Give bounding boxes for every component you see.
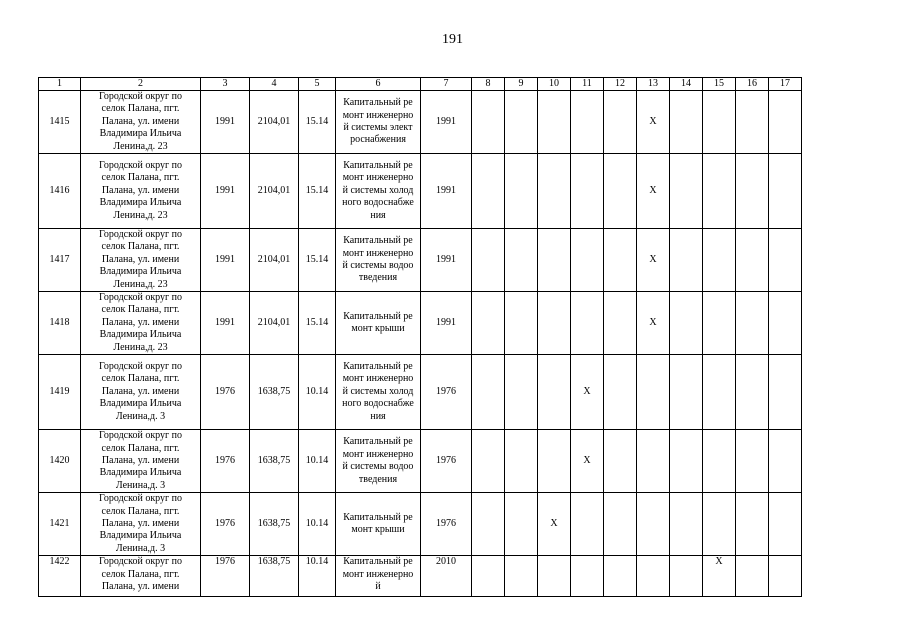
empty-cell — [670, 154, 703, 229]
empty-cell — [538, 91, 571, 154]
table-row — [39, 154, 802, 229]
header-cell: 9 — [505, 78, 538, 91]
mark-cell: X — [703, 556, 736, 597]
address-cell — [81, 91, 201, 154]
header-cell: 17 — [769, 78, 802, 91]
empty-cell — [505, 229, 538, 292]
empty-cell — [472, 91, 505, 154]
empty-cell — [604, 556, 637, 597]
code-cell: 15.14 — [299, 229, 336, 292]
work-type-cell-text: Капитальный ремонт крыши — [343, 310, 413, 335]
empty-cell — [670, 430, 703, 493]
empty-cell — [571, 556, 604, 597]
year-cell: 1976 — [421, 355, 472, 430]
address-cell — [81, 556, 201, 597]
code-cell: 10.14 — [299, 355, 336, 430]
empty-cell — [769, 493, 802, 556]
work-type-cell-text: Капитальный ремонт инженерной системы холодного водоснабжения — [342, 160, 414, 221]
header-cell: 16 — [736, 78, 769, 91]
work-type-cell — [336, 430, 421, 493]
empty-cell — [703, 292, 736, 355]
address-cell-text: Городской округ поселок Палана, пгт. Палана, ул. имени Владимира Ильича Ленина,д. 23 — [98, 160, 183, 221]
year-cell: 1991 — [421, 154, 472, 229]
header-cell: 7 — [421, 78, 472, 91]
table-row — [39, 493, 802, 556]
work-type-cell-text: Капитальный ремонт инженерной — [342, 556, 414, 592]
row-number-cell: 1420 — [39, 430, 81, 493]
empty-cell — [604, 154, 637, 229]
header-cell: 8 — [472, 78, 505, 91]
empty-cell — [571, 154, 604, 229]
header-cell: 11 — [571, 78, 604, 91]
work-type-cell — [336, 154, 421, 229]
page-number: 191 — [442, 32, 463, 47]
empty-cell — [769, 91, 802, 154]
area-cell: 2104,01 — [250, 229, 299, 292]
empty-cell — [604, 355, 637, 430]
empty-cell — [538, 229, 571, 292]
empty-cell — [670, 91, 703, 154]
empty-cell — [538, 292, 571, 355]
header-cell: 14 — [670, 78, 703, 91]
row-number-cell: 1415 — [39, 91, 81, 154]
empty-cell — [472, 154, 505, 229]
address-cell-text: Городской округ поселок Палана, пгт. Палана, ул. имени Владимира Ильича Ленина,д. 23 — [98, 292, 183, 353]
address-cell — [81, 493, 201, 556]
empty-cell — [505, 355, 538, 430]
empty-cell — [703, 91, 736, 154]
empty-cell — [670, 229, 703, 292]
code-cell: 10.14 — [299, 556, 336, 597]
address-cell-text: Городской округ поселок Палана, пгт. Палана, ул. имени Владимира Ильича Ленина,д. 3 — [98, 361, 183, 422]
address-cell-text: Городской округ поселок Палана, пгт. Палана, ул. имени Владимира Ильича Ленина,д. 23 — [98, 91, 183, 152]
empty-cell — [637, 556, 670, 597]
row-number-cell: 1416 — [39, 154, 81, 229]
empty-cell — [505, 91, 538, 154]
work-type-cell-text: Капитальный ремонт инженерной системы холодного водоснабжения — [342, 361, 414, 422]
empty-cell — [736, 292, 769, 355]
year-cell: 1976 — [421, 493, 472, 556]
empty-cell — [769, 229, 802, 292]
empty-cell — [604, 91, 637, 154]
empty-cell — [769, 430, 802, 493]
header-cell: 10 — [538, 78, 571, 91]
mark-cell: X — [637, 292, 670, 355]
empty-cell — [703, 355, 736, 430]
empty-cell — [571, 229, 604, 292]
empty-cell — [472, 493, 505, 556]
empty-cell — [604, 493, 637, 556]
address-cell — [81, 292, 201, 355]
year-built-cell: 1976 — [201, 355, 250, 430]
empty-cell — [670, 493, 703, 556]
header-row — [39, 78, 802, 91]
mark-cell: X — [571, 355, 604, 430]
empty-cell — [769, 154, 802, 229]
code-cell: 15.14 — [299, 91, 336, 154]
area-cell: 2104,01 — [250, 292, 299, 355]
header-cell: 1 — [39, 78, 81, 91]
year-cell: 1991 — [421, 292, 472, 355]
year-built-cell: 1991 — [201, 154, 250, 229]
header-cell: 3 — [201, 78, 250, 91]
mark-cell: X — [571, 430, 604, 493]
row-number-cell: 1419 — [39, 355, 81, 430]
area-cell: 1638,75 — [250, 556, 299, 597]
empty-cell — [637, 430, 670, 493]
empty-cell — [736, 556, 769, 597]
code-cell: 15.14 — [299, 292, 336, 355]
table-row — [39, 292, 802, 355]
table-row — [39, 91, 802, 154]
row-number-cell: 1421 — [39, 493, 81, 556]
empty-cell — [472, 229, 505, 292]
address-cell-text: Городской округ поселок Палана, пгт. Палана, ул. имени — [98, 556, 183, 592]
table-row — [39, 229, 802, 292]
repair-schedule-table — [38, 77, 802, 597]
empty-cell — [769, 556, 802, 597]
work-type-cell-text: Капитальный ремонт инженерной системы водоотведения — [342, 235, 414, 284]
area-cell: 1638,75 — [250, 430, 299, 493]
empty-cell — [703, 229, 736, 292]
table-row — [39, 355, 802, 430]
address-cell — [81, 430, 201, 493]
work-type-cell — [336, 493, 421, 556]
empty-cell — [505, 292, 538, 355]
year-cell: 1991 — [421, 229, 472, 292]
empty-cell — [670, 556, 703, 597]
empty-cell — [505, 493, 538, 556]
empty-cell — [472, 292, 505, 355]
mark-cell: X — [637, 91, 670, 154]
area-cell: 1638,75 — [250, 493, 299, 556]
header-cell: 5 — [299, 78, 336, 91]
year-cell: 2010 — [421, 556, 472, 597]
year-built-cell: 1976 — [201, 556, 250, 597]
empty-cell — [538, 355, 571, 430]
address-cell-text: Городской округ поселок Палана, пгт. Палана, ул. имени Владимира Ильича Ленина,д. 3 — [98, 430, 183, 491]
mark-cell: X — [637, 229, 670, 292]
year-built-cell: 1976 — [201, 430, 250, 493]
empty-cell — [703, 154, 736, 229]
year-built-cell: 1976 — [201, 493, 250, 556]
area-cell: 2104,01 — [250, 154, 299, 229]
header-cell: 15 — [703, 78, 736, 91]
year-built-cell: 1991 — [201, 91, 250, 154]
year-cell: 1976 — [421, 430, 472, 493]
empty-cell — [736, 229, 769, 292]
empty-cell — [505, 430, 538, 493]
empty-cell — [637, 355, 670, 430]
empty-cell — [472, 556, 505, 597]
work-type-cell-text: Капитальный ремонт инженерной системы водоотведения — [342, 436, 414, 485]
empty-cell — [769, 355, 802, 430]
work-type-cell-text: Капитальный ремонт инженерной системы электроснабжения — [342, 97, 414, 146]
empty-cell — [670, 292, 703, 355]
work-type-cell-text: Капитальный ремонт крыши — [343, 511, 413, 536]
empty-cell — [604, 430, 637, 493]
empty-cell — [703, 430, 736, 493]
empty-cell — [736, 154, 769, 229]
address-cell — [81, 154, 201, 229]
year-built-cell: 1991 — [201, 292, 250, 355]
empty-cell — [505, 154, 538, 229]
mark-cell: X — [538, 493, 571, 556]
work-type-cell — [336, 229, 421, 292]
empty-cell — [538, 556, 571, 597]
empty-cell — [736, 91, 769, 154]
year-built-cell: 1991 — [201, 229, 250, 292]
empty-cell — [571, 292, 604, 355]
header-cell: 2 — [81, 78, 201, 91]
header-cell: 12 — [604, 78, 637, 91]
empty-cell — [538, 430, 571, 493]
empty-cell — [736, 355, 769, 430]
area-cell: 1638,75 — [250, 355, 299, 430]
work-type-cell — [336, 292, 421, 355]
empty-cell — [571, 493, 604, 556]
row-number-cell: 1418 — [39, 292, 81, 355]
empty-cell — [703, 493, 736, 556]
empty-cell — [670, 355, 703, 430]
empty-cell — [604, 292, 637, 355]
mark-cell: X — [637, 154, 670, 229]
address-cell-text: Городской округ поселок Палана, пгт. Палана, ул. имени Владимира Ильича Ленина,д. 23 — [98, 229, 183, 290]
code-cell: 10.14 — [299, 493, 336, 556]
empty-cell — [637, 493, 670, 556]
empty-cell — [505, 556, 538, 597]
address-cell-text: Городской округ поселок Палана, пгт. Палана, ул. имени Владимира Ильича Ленина,д. 3 — [98, 493, 183, 554]
header-cell: 6 — [336, 78, 421, 91]
code-cell: 10.14 — [299, 430, 336, 493]
work-type-cell — [336, 556, 421, 597]
address-cell — [81, 355, 201, 430]
empty-cell — [538, 154, 571, 229]
empty-cell — [571, 91, 604, 154]
empty-cell — [472, 355, 505, 430]
header-cell: 13 — [637, 78, 670, 91]
empty-cell — [472, 430, 505, 493]
empty-cell — [769, 292, 802, 355]
work-type-cell — [336, 355, 421, 430]
table-row — [39, 556, 802, 597]
code-cell: 15.14 — [299, 154, 336, 229]
area-cell: 2104,01 — [250, 91, 299, 154]
address-cell — [81, 229, 201, 292]
table-row — [39, 430, 802, 493]
header-cell: 4 — [250, 78, 299, 91]
row-number-cell: 1417 — [39, 229, 81, 292]
year-cell: 1991 — [421, 91, 472, 154]
empty-cell — [736, 430, 769, 493]
work-type-cell — [336, 91, 421, 154]
empty-cell — [604, 229, 637, 292]
empty-cell — [736, 493, 769, 556]
row-number-cell: 1422 — [39, 556, 81, 597]
